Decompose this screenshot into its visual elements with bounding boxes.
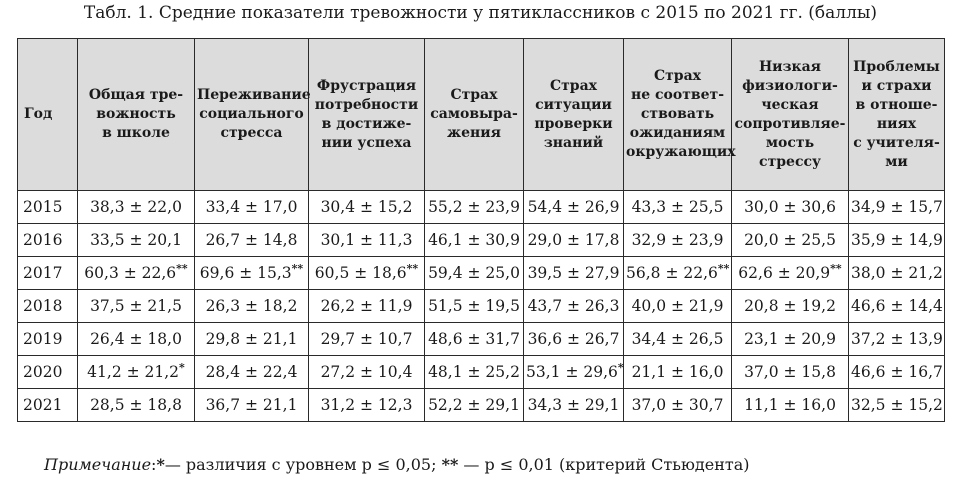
cell-value: 32,9 ± 23,9 — [631, 231, 724, 249]
year-cell: 2016 — [18, 224, 78, 257]
header-col-6 — [624, 39, 736, 191]
header-line: не соответ- — [630, 87, 725, 103]
note-label: Примечание — [44, 455, 152, 474]
value-cell — [732, 224, 849, 257]
cell-value: 28,4 ± 22,4 — [205, 363, 298, 381]
cell-value: 21,1 ± 16,0 — [631, 363, 724, 381]
header-line: ческая — [761, 96, 819, 113]
header-col-2 — [195, 39, 309, 191]
header-col-3 — [309, 39, 425, 191]
value-cell — [732, 323, 849, 356]
header-line: проверки — [534, 115, 613, 132]
header-line: Низкая — [758, 58, 822, 75]
header-line: Переживание — [197, 87, 311, 103]
value-cell — [78, 224, 195, 257]
header-col-7 — [732, 39, 849, 191]
table-row — [18, 290, 945, 323]
header-line: стресса — [220, 125, 283, 141]
value-cell — [732, 191, 849, 224]
header-line: Страх — [549, 77, 598, 94]
value-cell — [195, 389, 309, 422]
value-cell — [624, 224, 732, 257]
value-cell — [309, 290, 425, 323]
cell-value: 36,6 ± 26,7 — [527, 330, 620, 348]
value-cell — [732, 389, 849, 422]
value-cell — [732, 257, 849, 290]
value-cell — [78, 290, 195, 323]
cell-value: 59,4 ± 25,0 — [428, 264, 520, 282]
value-cell — [624, 191, 732, 224]
cell-value: 46,6 ± 16,7 — [851, 363, 943, 381]
cell-value: 62,6 ± 20,9 — [738, 264, 831, 282]
cell-value: 54,4 ± 26,9 — [527, 198, 620, 216]
header-line: в отноше- — [855, 96, 938, 113]
value-cell — [624, 290, 732, 323]
cell-value: 37,0 ± 30,7 — [631, 396, 724, 414]
cell-value: 32,5 ± 15,2 — [851, 396, 943, 414]
cell-value: 48,1 ± 25,2 — [428, 363, 520, 381]
header-line: в школе — [102, 125, 170, 141]
header-line: Страх — [450, 87, 498, 103]
cell-value: 53,1 ± 29,6 — [526, 363, 618, 381]
cell-value: 34,4 ± 26,5 — [631, 330, 724, 348]
table-row — [18, 356, 945, 389]
cell-value: 23,1 ± 20,9 — [744, 330, 836, 348]
significance-mark: ** — [406, 261, 419, 275]
value-cell — [849, 257, 945, 290]
cell-value: 20,8 ± 19,2 — [744, 297, 836, 315]
value-cell — [849, 323, 945, 356]
header-line: и страхи — [861, 77, 932, 94]
value-cell — [425, 191, 524, 224]
cell-value: 37,0 ± 15,8 — [744, 363, 836, 381]
value-cell — [524, 356, 624, 389]
value-cell — [524, 290, 624, 323]
header-line: самовыра- — [430, 106, 518, 122]
cell-value: 52,2 ± 29,1 — [428, 396, 520, 414]
value-cell — [425, 224, 524, 257]
header-line: Фрустрация — [316, 77, 417, 94]
value-cell — [195, 191, 309, 224]
cell-value: 37,5 ± 21,5 — [90, 297, 182, 315]
header-line: ми — [885, 153, 908, 170]
value-cell — [624, 257, 732, 290]
cell-value: 40,0 ± 21,9 — [631, 297, 724, 315]
cell-value: 11,1 ± 16,0 — [744, 396, 836, 414]
table-row — [18, 257, 945, 290]
cell-value: 29,7 ± 10,7 — [320, 330, 413, 348]
cell-value: 46,1 ± 30,9 — [428, 231, 520, 249]
significance-mark: * — [179, 360, 185, 374]
value-cell — [425, 290, 524, 323]
significance-mark: ** — [291, 261, 304, 275]
significance-mark: ** — [176, 261, 188, 275]
value-cell — [78, 389, 195, 422]
value-cell — [624, 356, 732, 389]
cell-value: 31,2 ± 12,3 — [320, 396, 413, 414]
header-line: ниях — [876, 115, 917, 132]
value-cell — [195, 257, 309, 290]
header-line: Общая тре- — [88, 87, 184, 103]
cell-value: 43,3 ± 25,5 — [631, 198, 724, 216]
cell-value: 29,8 ± 21,1 — [205, 330, 298, 348]
cell-value: 30,0 ± 30,6 — [744, 198, 836, 216]
cell-value: 37,2 ± 13,9 — [851, 330, 943, 348]
table-row — [18, 389, 945, 422]
cell-value: 51,5 ± 19,5 — [428, 297, 520, 315]
value-cell — [849, 290, 945, 323]
header-line: сопротивляе- — [734, 115, 846, 132]
cell-value: 60,5 ± 18,6 — [314, 264, 407, 282]
value-cell — [195, 224, 309, 257]
value-cell — [309, 356, 425, 389]
table-note — [44, 455, 750, 475]
table-body — [18, 191, 945, 422]
year-cell: 2018 — [18, 290, 78, 323]
significance-mark: ** — [830, 261, 842, 275]
value-cell — [309, 323, 425, 356]
header-line: стрессу — [759, 153, 821, 170]
year-cell: 2017 — [18, 257, 78, 290]
cell-value: 33,5 ± 20,1 — [90, 231, 182, 249]
value-cell — [309, 389, 425, 422]
cell-value: 30,4 ± 15,2 — [320, 198, 413, 216]
cell-value: 69,6 ± 15,3 — [199, 264, 292, 282]
cell-value: 41,2 ± 21,2 — [87, 363, 180, 381]
header-line: знаний — [543, 134, 604, 151]
header-line: мость — [765, 134, 815, 151]
header-line: в достиже- — [321, 115, 412, 132]
header-line: Год — [24, 106, 53, 122]
value-cell — [78, 257, 195, 290]
header-line: ствовать — [640, 106, 715, 122]
year-cell: 2021 — [18, 389, 78, 422]
note-mark-double: ** — [441, 455, 459, 474]
cell-value: 26,3 ± 18,2 — [205, 297, 298, 315]
cell-value: 46,6 ± 14,4 — [851, 297, 943, 315]
value-cell — [849, 389, 945, 422]
value-cell — [849, 191, 945, 224]
header-line: Проблемы — [853, 58, 940, 75]
anxiety-table — [17, 38, 945, 422]
table-row — [18, 224, 945, 257]
value-cell — [732, 356, 849, 389]
header-line: вожность — [96, 106, 176, 122]
cell-value: 60,3 ± 22,6 — [84, 264, 177, 282]
header-line: физиологи- — [742, 77, 838, 94]
value-cell — [524, 257, 624, 290]
cell-value: 56,8 ± 22,6 — [626, 264, 718, 282]
header-line: Страх — [653, 68, 702, 84]
value-cell — [624, 323, 732, 356]
year-cell: 2015 — [18, 191, 78, 224]
value-cell — [425, 356, 524, 389]
cell-value: 27,2 ± 10,4 — [320, 363, 413, 381]
header-row — [18, 39, 945, 191]
value-cell — [524, 191, 624, 224]
header-year — [18, 39, 78, 191]
table-row — [18, 323, 945, 356]
header-col-1 — [78, 39, 195, 191]
table-caption: Табл. 1. Средние показатели тревожности у пятиклассников с 2015 по 2021 гг. (баллы) — [83, 3, 878, 23]
year-cell: 2019 — [18, 323, 78, 356]
value-cell — [524, 389, 624, 422]
table-row — [18, 191, 945, 224]
value-cell — [425, 323, 524, 356]
cell-value: 35,9 ± 14,9 — [851, 231, 943, 249]
cell-value: 33,4 ± 17,0 — [205, 198, 298, 216]
note-colon: : — [151, 455, 157, 474]
significance-mark: * — [617, 360, 624, 374]
value-cell — [78, 356, 195, 389]
value-cell — [524, 224, 624, 257]
note-text-1: — различия с уровнем p ≤ 0,05; — [164, 455, 442, 474]
value-cell — [732, 290, 849, 323]
value-cell — [524, 323, 624, 356]
header-line: ситуации — [535, 96, 612, 113]
header-line: ожиданиям — [629, 125, 726, 141]
value-cell — [78, 323, 195, 356]
cell-value: 36,7 ± 21,1 — [205, 396, 298, 414]
cell-value: 48,6 ± 31,7 — [428, 330, 520, 348]
value-cell — [195, 323, 309, 356]
value-cell — [309, 191, 425, 224]
cell-value: 26,4 ± 18,0 — [90, 330, 182, 348]
cell-value: 26,7 ± 14,8 — [205, 231, 298, 249]
cell-value: 43,7 ± 26,3 — [527, 297, 620, 315]
cell-value: 30,1 ± 11,3 — [320, 231, 413, 249]
cell-value: 34,3 ± 29,1 — [527, 396, 620, 414]
header-line: потребности — [314, 96, 419, 113]
cell-value: 38,0 ± 21,2 — [851, 264, 943, 282]
value-cell — [195, 290, 309, 323]
header-line: социального — [199, 106, 304, 122]
year-cell: 2020 — [18, 356, 78, 389]
note-text-2: — p ≤ 0,01 (критерий Стьюдента) — [458, 455, 750, 474]
value-cell — [78, 191, 195, 224]
value-cell — [425, 389, 524, 422]
value-cell — [309, 257, 425, 290]
cell-value: 29,0 ± 17,8 — [527, 231, 620, 249]
header-col-8 — [849, 39, 945, 191]
value-cell — [195, 356, 309, 389]
value-cell — [624, 389, 732, 422]
header-col-5 — [524, 39, 624, 191]
cell-value: 26,2 ± 11,9 — [320, 297, 413, 315]
cell-value: 28,5 ± 18,8 — [90, 396, 182, 414]
cell-value: 38,3 ± 22,0 — [90, 198, 182, 216]
significance-mark: ** — [717, 261, 730, 275]
cell-value: 39,5 ± 27,9 — [527, 264, 620, 282]
value-cell — [309, 224, 425, 257]
header-line: окружающих — [626, 144, 736, 160]
note-mark-single: * — [156, 455, 165, 474]
value-cell — [425, 257, 524, 290]
cell-value: 34,9 ± 15,7 — [851, 198, 943, 216]
header-col-4 — [425, 39, 524, 191]
value-cell — [849, 224, 945, 257]
value-cell — [849, 356, 945, 389]
header-line: нии успеха — [321, 134, 412, 151]
cell-value: 20,0 ± 25,5 — [744, 231, 836, 249]
header-line: с учителя- — [853, 134, 940, 151]
header-line: жения — [446, 125, 502, 141]
cell-value: 55,2 ± 23,9 — [428, 198, 520, 216]
